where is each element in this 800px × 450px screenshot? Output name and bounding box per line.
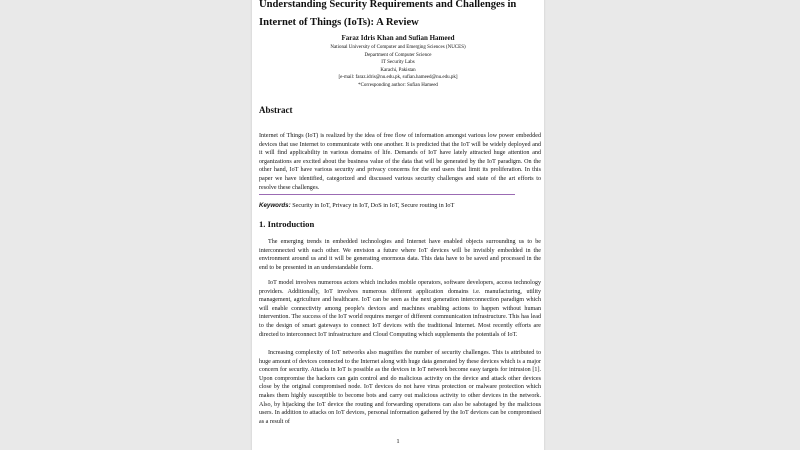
body-paragraph: Increasing complexity of IoT networks also magnifies the number of security challenges. This is attributed to huge amount of devices connected to the Internet along with huge data generated by these devices which is a major concern for security. Attacks in IoT is possible as the devices in IoT network become easy targets for intrusion [1]. Upon compromise the hackers can gain control and do malicious activity on the device and attack other devices close by the original compromised node. IoT devices do not have virus protection or malware protection which makes them highly susceptible to become bots and carry out malicious activity to other devices in the network. Also, by hijacking the IoT device the routing and forwarding operations can also be sabotaged by the malicious users. In addition to attacks on IoT devices, personal information gathered by the IoT devices can be compromised as a result of [259,350,541,425]
section-divider [259,194,515,195]
affiliation-line: *Corresponding author: Sufian Hameed [358,82,438,88]
keywords-text: Security in IoT, Privacy in IoT, DoS in IoT, Secure routing in IoT [292,202,455,209]
paper-title: Understanding Security Requirements and Challenges in Internet of Things (IoTs): A Review [259,0,517,28]
paper-authors: Faraz Idris Khan and Sufian Hameed [341,34,455,42]
abstract-heading: Abstract [259,105,293,115]
document-page [252,0,544,450]
affiliation-line: [e-mail: faraz.idris@nu.edu.pk, sufian.hameed@nu.edu.pk] [338,75,458,81]
keywords-line [259,202,541,209]
affiliation-line: IT Security Labs [381,60,415,66]
affiliation-line: Department of Computer Science [364,52,432,58]
affiliation-line: Karachi, Pakistan [380,67,416,73]
author-affiliation [252,44,544,90]
section-heading: 1. Introduction [259,219,315,229]
body-paragraph: The emerging trends in embedded technologies and Internet have enabled objects surrounding us to be interconnected with each other. We envision a future where IoT devices will be invisibly embedded in the environment around us and it will be generating enormous data. This data have to be saved and processed in the end to be presented in an understandable form. [259,239,541,271]
abstract-text: Internet of Things (IoT) is realized by the idea of free flow of information amongst various low power embedded devices that use Internet to communicate with one another. It is predicted that the IoT will be widely deployed and it will find applicability in various domains of life. Demands of IoT have lately attracted huge attention and organizations are excited about the business value of the data that will be generated by the IoT paradigm. On the other hand, IoT have various security and privacy concerns for the end users that limit its proliferation. In this paper we have identified, categorized and discussed various security challenges and state of the art efforts to resolve these challenges. [259,133,541,191]
page-number: 1 [396,438,400,445]
keywords-label: Keywords: [259,202,291,209]
affiliation-line: National University of Computer and Emerging Sciences (NUCES) [330,45,466,50]
body-paragraph: IoT model involves numerous actors which includes mobile operators, software developers, access technology providers. Additionally, IoT involves numerous different application domains i.e. manufacturing, utility management, agriculture and healthcare. IoT can be seen as the next generation interconnection paradigm which will enable connectivity among people's devices and machines enabling actions to happen without human intervention. The success of the IoT world requires merger of different communication infrastructure. This has lead to the design of smart gateways to connect IoT devices with the traditional Internet. Most recently efforts are directed to interconnect IoT infrastructure and Cloud Computing which supplements the potentials of IoT. [259,280,541,338]
